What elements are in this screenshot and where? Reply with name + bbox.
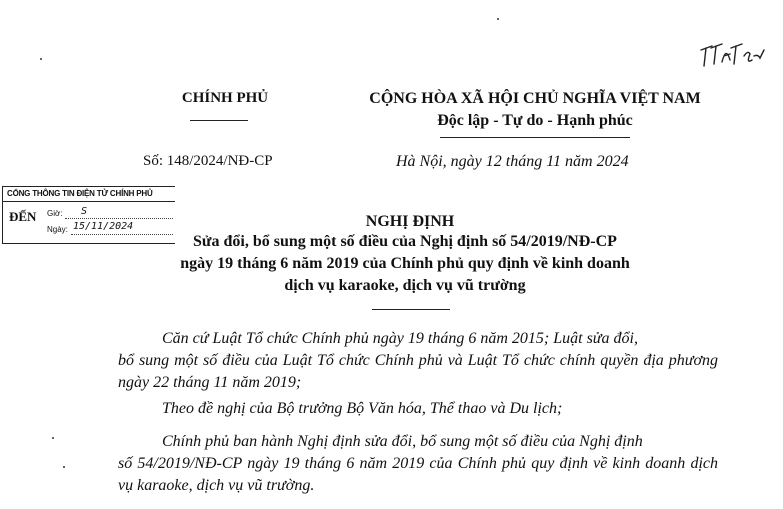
preamble-proposal: Theo đề nghị của Bộ trưởng Bộ Văn hóa, Thể thao và Du lịch; <box>162 400 563 417</box>
preamble-legal-basis <box>118 328 718 394</box>
decree-type: NGHỊ ĐỊNH <box>365 213 455 230</box>
national-motto: Độc lập - Tự do - Hạnh phúc <box>437 112 633 129</box>
place-and-date: Hà Nội, ngày 12 tháng 11 năm 2024 <box>396 153 629 170</box>
handwritten-note <box>700 36 770 76</box>
issuer-name: CHÍNH PHỦ <box>181 90 269 106</box>
subtitle-line-2: ngày 19 tháng 6 năm 2019 của Chính phủ quy định về kinh doanh <box>180 255 630 272</box>
scan-speck <box>63 466 65 468</box>
nation-title: CỘNG HÒA XÃ HỘI CHỦ NGHĨA VIỆT NAM <box>369 90 701 107</box>
enactment-rest: số 54/2019/NĐ-CP ngày 19 tháng 6 năm 2019 của Chính phủ quy định về kinh doanh dịch vụ karaoke, dịch vụ vũ trường. <box>118 455 718 494</box>
document-number: Số: 148/2024/NĐ-CP <box>143 153 273 169</box>
title-underline <box>372 309 450 310</box>
stamp-arrived-label: ĐẾN <box>9 209 37 224</box>
stamp-date-label: Ngày: <box>47 225 68 234</box>
decree-subtitle <box>110 231 700 297</box>
preamble-enactment <box>118 431 718 497</box>
stamp-date-value: 15/11/2024 <box>73 221 134 232</box>
stamp-agency: CỔNG THÔNG TIN ĐIỆN TỬ CHÍNH PHỦ <box>7 189 153 198</box>
stamp-divider <box>3 201 175 202</box>
stamp-time-label: Giờ: <box>47 209 63 218</box>
legal-basis-line-1: Căn cứ Luật Tổ chức Chính phủ ngày 19 tháng 6 năm 2015; Luật sửa đổi, <box>162 330 638 347</box>
scan-speck <box>52 437 54 439</box>
scan-speck <box>40 58 42 60</box>
issuer-underline <box>190 120 248 121</box>
legal-basis-rest: bổ sung một số điều của Luật Tổ chức Chính phủ và Luật Tổ chức chính quyền địa phương ngày 22 tháng 11 năm 2019; <box>118 352 718 391</box>
motto-underline <box>440 137 630 138</box>
enactment-line-1: Chính phủ ban hành Nghị định sửa đổi, bổ sung một số điều của Nghị định <box>162 433 643 450</box>
subtitle-line-1: Sửa đổi, bổ sung một số điều của Nghị định số 54/2019/NĐ-CP <box>193 233 617 250</box>
stamp-time-value: S <box>81 206 88 217</box>
stamp-time-dots <box>65 218 173 219</box>
scan-speck <box>497 18 499 20</box>
subtitle-line-3: dịch vụ karaoke, dịch vụ vũ trường <box>284 277 526 294</box>
